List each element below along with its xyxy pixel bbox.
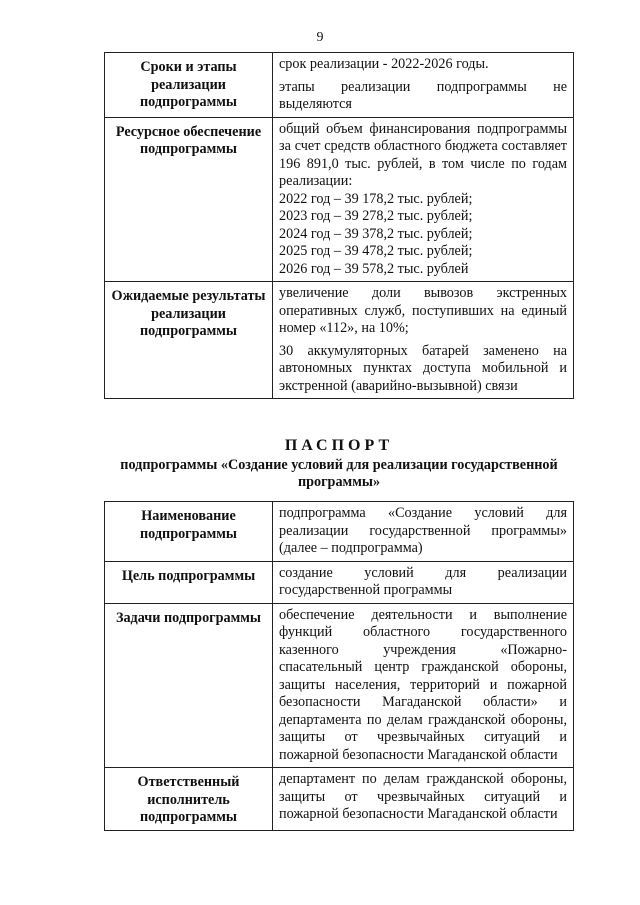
row-value-paragraph: этапы реализации подпрограммы не выделяются (279, 78, 567, 112)
passport-title: ПАСПОРТ (284, 437, 394, 454)
page-number: 9 (316, 30, 324, 45)
table1-body (105, 53, 574, 399)
row-value-paragraph: срок реализации - 2022-2026 годы. (279, 56, 489, 72)
row-label: Цель подпрограммы (105, 561, 273, 603)
table-row (105, 561, 574, 603)
table-row (105, 768, 574, 831)
passport-table (104, 501, 574, 831)
row-label: Ресурсное обеспечение подпрограммы (105, 117, 273, 282)
table-row (105, 282, 574, 399)
row-value (273, 282, 574, 399)
table-row (105, 117, 574, 282)
row-value-paragraph: обеспечение деятельности и выполнение функций областного государственного казенного учреждения «Пожарно-спасательный центр гражданской обороны, защиты населения, территорий и пожарной безопасности Магаданской области» и департамента по делам гражданской обороны, защиты от чрезвычайных ситуаций и пожарной безопасности Магаданской области (279, 606, 567, 763)
row-value-paragraph: создание условий для реализации государственной программы (279, 564, 567, 598)
table2-body (105, 502, 574, 831)
row-value-paragraph: общий объем финансирования подпрограммы за счет средств областного бюджета составляет 196 891,0 тыс. рублей, в том числе по годам реализации: 2022 год – 39 178,2 тыс. рублей; 2023 год – 39 278,2 тыс. рублей; 2024 год – 39 378,2 тыс. рублей; 2025 год – 39 478,2 тыс. рублей; 2026 год – 39 578,2 тыс. рублей (279, 120, 567, 277)
row-label: Задачи подпрограммы (105, 603, 273, 768)
row-value (273, 768, 574, 831)
row-value-paragraph: подпрограмма «Создание условий для реализации государственной программы» (далее – подпрограмма) (279, 505, 567, 556)
table-row (105, 53, 574, 118)
subprogram-summary-table (104, 52, 574, 399)
row-value-paragraph: департамент по делам гражданской обороны, защиты от чрезвычайных ситуаций и пожарной безопасности Магаданской области (279, 771, 567, 822)
row-value (273, 53, 574, 118)
row-value-paragraph: увеличение доли вывозов экстренных оперативных служб, поступивших на единый номер «112», на 10%; (279, 285, 567, 336)
table-row (105, 502, 574, 562)
row-label: Ответственный исполнитель подпрограммы (105, 768, 273, 831)
passport-subtitle: подпрограммы «Создание условий для реализации государственной программы» (120, 457, 558, 490)
row-value (273, 561, 574, 603)
row-value (273, 603, 574, 768)
row-label: Ожидаемые результаты реализации подпрограммы (105, 282, 273, 399)
table-row (105, 603, 574, 768)
row-value (273, 502, 574, 562)
row-label: Наименование подпрограммы (105, 502, 273, 562)
row-value-paragraph: 30 аккумуляторных батарей заменено на автономных пунктах доступа мобильной и экстренной (аварийно-вызывной) связи (279, 342, 567, 394)
row-label: Сроки и этапы реализации подпрограммы (105, 53, 273, 118)
row-value (273, 117, 574, 282)
